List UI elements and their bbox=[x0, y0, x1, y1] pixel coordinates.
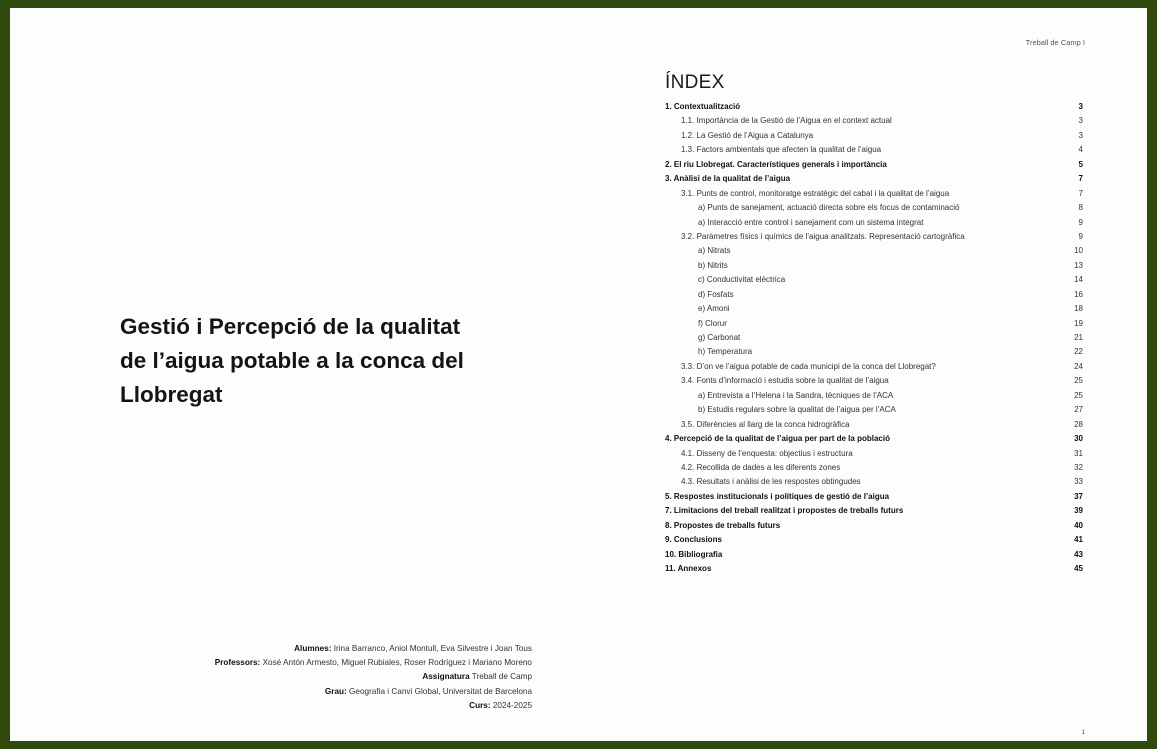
toc-entry-page: 16 bbox=[1074, 289, 1083, 299]
toc-entry[interactable] bbox=[665, 447, 1083, 461]
toc-entry-page: 19 bbox=[1074, 318, 1083, 328]
toc-entry-title: h) Temperatura bbox=[698, 347, 753, 357]
toc-entry-page: 9 bbox=[1078, 217, 1083, 227]
credit-value: Geografia i Canvi Global, Universitat de Barcelona bbox=[349, 686, 532, 696]
title-line: Llobregat bbox=[120, 382, 223, 407]
page-number: 1 bbox=[1081, 730, 1085, 736]
toc-entry[interactable] bbox=[665, 533, 1083, 547]
toc-entry-title: b) Estudis regulars sobre la qualitat de l’aigua per l’ACA bbox=[698, 405, 896, 415]
credit-label: Grau: bbox=[324, 686, 347, 696]
toc-entry-page: 37 bbox=[1074, 491, 1083, 501]
toc-entry-page: 32 bbox=[1074, 462, 1083, 472]
credit-value: 2024-2025 bbox=[492, 700, 532, 710]
toc-entry-title: a) Punts de sanejament, actuació directa sobre els focus de contaminació bbox=[698, 203, 960, 213]
toc-entry[interactable] bbox=[665, 562, 1083, 576]
toc-entry-page: 30 bbox=[1074, 434, 1083, 444]
toc-entry-title: 3.2. Paràmetres físics i químics de l’aigua analitzats. Representació cartogràfica bbox=[681, 231, 965, 241]
toc-entry-page: 10 bbox=[1074, 246, 1083, 256]
toc-entry-title: 3.4. Fonts d’informació i estudis sobre la qualitat de l’aigua bbox=[681, 376, 889, 386]
toc-entry-page: 9 bbox=[1078, 231, 1083, 241]
toc-entry[interactable] bbox=[665, 273, 1083, 287]
toc-entry-page: 24 bbox=[1074, 361, 1083, 371]
index-page bbox=[570, 8, 1147, 741]
credit-row-subject bbox=[72, 670, 532, 684]
toc-entry-title: e) Amoni bbox=[698, 304, 730, 314]
toc-entry-page: 7 bbox=[1078, 188, 1083, 198]
toc-entry-title: a) Entrevista a l’Helena i la Sandra, tècniques de l’ACA bbox=[698, 390, 894, 400]
toc-entry-title: c) Conductivitat elèctrica bbox=[698, 275, 786, 285]
toc-entry-title: f) Clorur bbox=[698, 318, 727, 328]
toc-entry[interactable] bbox=[665, 100, 1083, 114]
toc-entry-page: 4 bbox=[1078, 145, 1083, 155]
toc-entry[interactable] bbox=[665, 504, 1083, 518]
toc-entry-title: d) Fosfats bbox=[698, 289, 734, 299]
toc-entry[interactable] bbox=[665, 288, 1083, 302]
toc-entry[interactable] bbox=[665, 374, 1083, 388]
toc-entry[interactable] bbox=[665, 216, 1083, 230]
toc-entry-page: 27 bbox=[1074, 405, 1083, 415]
toc-entry[interactable] bbox=[665, 317, 1083, 331]
toc-entry-page: 43 bbox=[1074, 549, 1083, 559]
toc-entry-title: 3. Anàlisi de la qualitat de l’aigua bbox=[665, 174, 791, 184]
toc-entry-page: 33 bbox=[1074, 477, 1083, 487]
toc-entry-page: 7 bbox=[1078, 174, 1083, 184]
toc-entry-title: 1.2. La Gestió de l’Aigua a Catalunya bbox=[681, 130, 814, 140]
credit-label: Curs: bbox=[469, 700, 491, 710]
toc-entry-title: 4.1. Disseny de l’enquesta: objectius i estructura bbox=[681, 448, 853, 458]
credit-value: Irina Barranco, Aniol Montull, Eva Silvestre i Joan Tous bbox=[333, 644, 532, 653]
toc-entry[interactable] bbox=[665, 143, 1083, 157]
cover-page bbox=[10, 8, 570, 741]
credit-value: Treball de Camp bbox=[471, 672, 532, 682]
toc-entry-title: 5. Respostes institucionals i polítiques de gestió de l’aigua bbox=[665, 491, 890, 501]
toc-entry-page: 22 bbox=[1074, 347, 1083, 357]
toc-entry-page: 3 bbox=[1078, 130, 1083, 140]
toc-entry-title: 3.1. Punts de control, monitoratge estratègic del cabal i la qualitat de l’aigua bbox=[681, 188, 950, 198]
toc-entry-page: 31 bbox=[1074, 448, 1083, 458]
toc-entry-title: 8. Propostes de treballs futurs bbox=[665, 520, 781, 530]
toc-entry-title: b) Nitrits bbox=[698, 260, 728, 270]
toc-entry[interactable] bbox=[665, 360, 1083, 374]
toc-entry-page: 8 bbox=[1078, 203, 1083, 213]
toc-entry[interactable] bbox=[665, 129, 1083, 143]
toc-entry-page: 41 bbox=[1074, 535, 1083, 545]
toc-entry[interactable] bbox=[665, 519, 1083, 533]
credit-row-professors bbox=[72, 656, 532, 670]
toc-entry[interactable] bbox=[665, 259, 1083, 273]
toc-entry-title: 2. El riu Llobregat. Característiques generals i importància bbox=[665, 159, 887, 169]
document-spread bbox=[10, 8, 1147, 741]
toc-entry[interactable] bbox=[665, 490, 1083, 504]
toc-entry[interactable] bbox=[665, 201, 1083, 215]
toc-entry-title: 1.3. Factors ambientals que afecten la qualitat de l’aigua bbox=[681, 145, 882, 155]
toc-entry-page: 28 bbox=[1074, 419, 1083, 429]
toc-entry-title: 3.3. D’on ve l’aigua potable de cada municipi de la conca del Llobregat? bbox=[681, 361, 936, 371]
toc-entry-page: 18 bbox=[1074, 304, 1083, 314]
toc-entry-title: 4.2. Recollida de dades a les diferents zones bbox=[681, 462, 841, 472]
credit-row-degree bbox=[72, 685, 532, 699]
credits-block bbox=[72, 642, 532, 713]
toc-entry-title: g) Carbonat bbox=[698, 333, 741, 342]
credit-label: Professors: bbox=[214, 658, 261, 668]
table-of-contents bbox=[665, 100, 1083, 576]
toc-entry-title: 3.5. Diferències al llarg de la conca hidrogràfica bbox=[681, 419, 850, 429]
toc-entry[interactable] bbox=[665, 345, 1083, 359]
toc-entry-title: a) Interacció entre control i sanejament com un sistema integrat bbox=[698, 217, 924, 227]
toc-entry-page: 14 bbox=[1074, 275, 1083, 285]
title-line: Gestió i Percepció de la qualitat bbox=[120, 314, 461, 339]
index-heading: ÍNDEX bbox=[665, 72, 725, 93]
toc-entry[interactable] bbox=[665, 331, 1083, 345]
toc-entry-title: 9. Conclusions bbox=[665, 535, 722, 545]
toc-entry-title: 1.1. Importància de la Gestió de l’Aigua en el context actual bbox=[681, 116, 892, 126]
toc-entry-page: 5 bbox=[1078, 159, 1083, 169]
credit-row-course bbox=[72, 699, 532, 713]
toc-entry[interactable] bbox=[665, 461, 1083, 475]
toc-entry-page: 3 bbox=[1078, 102, 1083, 111]
toc-entry[interactable] bbox=[665, 114, 1083, 128]
toc-entry-page: 25 bbox=[1074, 390, 1083, 400]
toc-entry[interactable] bbox=[665, 548, 1083, 562]
toc-entry-title: 4. Percepció de la qualitat de l’aigua per part de la població bbox=[665, 434, 890, 444]
toc-entry-page: 45 bbox=[1074, 564, 1083, 573]
toc-entry-title: 4.3. Resultats i anàlisi de les respostes obtingudes bbox=[681, 477, 861, 487]
toc-entry[interactable] bbox=[665, 403, 1083, 417]
running-header: Treball de Camp I bbox=[1025, 38, 1085, 47]
toc-entry[interactable] bbox=[665, 230, 1083, 244]
credit-row-students bbox=[72, 642, 532, 656]
toc-entry[interactable] bbox=[665, 158, 1083, 172]
toc-entry[interactable] bbox=[665, 418, 1083, 432]
toc-entry-title: 11. Annexos bbox=[665, 564, 712, 573]
credit-label: Assignatura bbox=[422, 672, 470, 682]
toc-entry[interactable] bbox=[665, 172, 1083, 186]
toc-entry[interactable] bbox=[665, 389, 1083, 403]
toc-entry-title: a) Nitrats bbox=[698, 246, 731, 256]
toc-entry[interactable] bbox=[665, 187, 1083, 201]
toc-entry-page: 13 bbox=[1074, 260, 1083, 270]
toc-entry[interactable] bbox=[665, 475, 1083, 489]
credit-label: Alumnes: bbox=[294, 644, 332, 653]
toc-entry[interactable] bbox=[665, 244, 1083, 258]
title-line: de l’aigua potable a la conca del bbox=[120, 348, 464, 373]
toc-entry-title: 10. Bibliografia bbox=[665, 549, 723, 559]
toc-entry[interactable] bbox=[665, 432, 1083, 446]
toc-entry-page: 39 bbox=[1074, 506, 1083, 516]
toc-entry-page: 40 bbox=[1074, 520, 1083, 530]
toc-entry-title: 1. Contextualització bbox=[665, 102, 741, 111]
toc-entry[interactable] bbox=[665, 302, 1083, 316]
toc-entry-title: 7. Limitacions del treball realitzat i propostes de treballs futurs bbox=[665, 506, 904, 516]
toc-entry-page: 25 bbox=[1074, 376, 1083, 386]
toc-entry-page: 21 bbox=[1074, 333, 1083, 342]
credit-value: Xosé Antón Armesto, Miguel Rubiales, Roser Rodríguez i Mariano Moreno bbox=[262, 658, 532, 668]
document-title bbox=[120, 310, 560, 412]
toc-entry-page: 3 bbox=[1078, 116, 1083, 126]
